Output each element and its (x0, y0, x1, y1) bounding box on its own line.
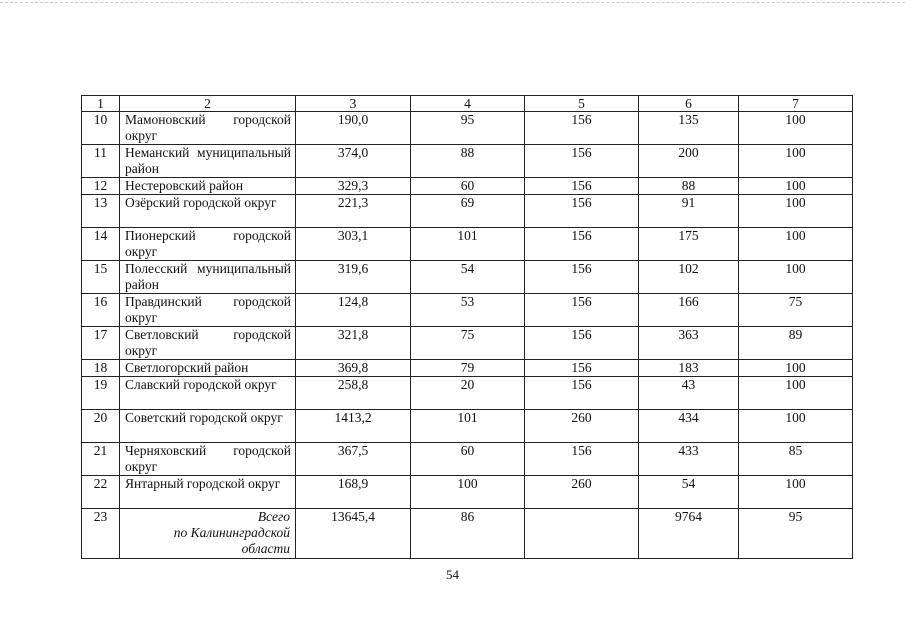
total-label-line: области (241, 541, 290, 556)
cell-col-6: 91 (639, 195, 739, 228)
cell-col-6: 9764 (639, 509, 739, 559)
column-number: 1 (82, 96, 120, 112)
cell-col-6: 102 (639, 261, 739, 294)
cell-col-3: 124,8 (296, 294, 411, 327)
row-number: 21 (82, 443, 120, 476)
cell-col-4: 75 (411, 327, 525, 360)
cell-col-7: 100 (739, 228, 853, 261)
cell-col-3: 13645,4 (296, 509, 411, 559)
total-label-line: по Калининградской (173, 525, 290, 540)
column-number: 6 (639, 96, 739, 112)
cell-col-7: 100 (739, 377, 853, 410)
column-number: 3 (296, 96, 411, 112)
total-row (82, 509, 853, 559)
cell-col-5: 156 (525, 145, 639, 178)
municipality-name: Мамоновский городской округ (120, 112, 296, 145)
cell-col-7: 100 (739, 476, 853, 509)
municipality-name: Советский городской округ (120, 410, 296, 443)
table-row (82, 261, 853, 294)
cell-col-4: 95 (411, 112, 525, 145)
cell-col-6: 434 (639, 410, 739, 443)
cell-col-6: 200 (639, 145, 739, 178)
cell-col-7: 100 (739, 360, 853, 377)
cell-col-7: 95 (739, 509, 853, 559)
cell-col-5: 156 (525, 360, 639, 377)
cell-col-5: 156 (525, 261, 639, 294)
municipality-name: Неманский муниципальный район (120, 145, 296, 178)
cell-col-5: 156 (525, 294, 639, 327)
column-number: 2 (120, 96, 296, 112)
cell-col-6: 433 (639, 443, 739, 476)
municipality-name: Правдинский городской округ (120, 294, 296, 327)
column-number: 7 (739, 96, 853, 112)
cell-col-6: 135 (639, 112, 739, 145)
cell-col-7: 100 (739, 112, 853, 145)
column-number-row (82, 96, 853, 112)
cell-col-3: 374,0 (296, 145, 411, 178)
row-number: 23 (82, 509, 120, 559)
municipality-name: Светлогорский район (120, 360, 296, 377)
cell-col-4: 54 (411, 261, 525, 294)
municipality-name: Славский городской округ (120, 377, 296, 410)
cell-col-7: 75 (739, 294, 853, 327)
cell-col-4: 86 (411, 509, 525, 559)
cell-col-3: 168,9 (296, 476, 411, 509)
cell-col-4: 88 (411, 145, 525, 178)
cell-col-7: 100 (739, 178, 853, 195)
cell-col-5: 260 (525, 476, 639, 509)
total-label-line: Всего (257, 509, 290, 524)
cell-col-4: 101 (411, 228, 525, 261)
row-number: 19 (82, 377, 120, 410)
cell-col-5: 156 (525, 327, 639, 360)
table-row (82, 112, 853, 145)
cell-col-4: 60 (411, 443, 525, 476)
cell-col-7: 100 (739, 195, 853, 228)
row-number: 22 (82, 476, 120, 509)
table-row (82, 410, 853, 443)
column-number: 5 (525, 96, 639, 112)
row-number: 12 (82, 178, 120, 195)
cell-col-7: 85 (739, 443, 853, 476)
cell-col-4: 101 (411, 410, 525, 443)
page-number: 54 (446, 567, 459, 582)
scan-edge-artifact (0, 2, 905, 7)
row-number: 10 (82, 112, 120, 145)
cell-col-7: 100 (739, 261, 853, 294)
cell-col-3: 329,3 (296, 178, 411, 195)
cell-col-6: 43 (639, 377, 739, 410)
cell-col-7: 100 (739, 410, 853, 443)
cell-col-3: 1413,2 (296, 410, 411, 443)
municipality-name: Пионерский городской округ (120, 228, 296, 261)
row-number: 13 (82, 195, 120, 228)
cell-col-3: 321,8 (296, 327, 411, 360)
cell-col-4: 100 (411, 476, 525, 509)
table-row (82, 476, 853, 509)
cell-col-7: 89 (739, 327, 853, 360)
cell-col-4: 20 (411, 377, 525, 410)
table-row (82, 145, 853, 178)
table-row (82, 178, 853, 195)
row-number: 18 (82, 360, 120, 377)
row-number: 16 (82, 294, 120, 327)
cell-col-3: 258,8 (296, 377, 411, 410)
municipality-name: Янтарный городской округ (120, 476, 296, 509)
cell-col-5: 156 (525, 178, 639, 195)
row-number: 20 (82, 410, 120, 443)
cell-col-3: 190,0 (296, 112, 411, 145)
cell-col-3: 221,3 (296, 195, 411, 228)
cell-col-6: 175 (639, 228, 739, 261)
total-label (120, 509, 296, 559)
cell-col-6: 166 (639, 294, 739, 327)
cell-col-3: 367,5 (296, 443, 411, 476)
cell-col-3: 303,1 (296, 228, 411, 261)
municipality-name: Озёрский городской округ (120, 195, 296, 228)
table-row (82, 195, 853, 228)
municipality-name: Светловский городской округ (120, 327, 296, 360)
row-number: 11 (82, 145, 120, 178)
table-row (82, 327, 853, 360)
cell-col-4: 53 (411, 294, 525, 327)
table-row (82, 294, 853, 327)
cell-col-4: 60 (411, 178, 525, 195)
cell-col-4: 69 (411, 195, 525, 228)
cell-col-7: 100 (739, 145, 853, 178)
cell-col-6: 88 (639, 178, 739, 195)
cell-col-5: 156 (525, 112, 639, 145)
cell-col-3: 369,8 (296, 360, 411, 377)
table-row (82, 360, 853, 377)
row-number: 15 (82, 261, 120, 294)
cell-col-6: 363 (639, 327, 739, 360)
table-row (82, 443, 853, 476)
table-row (82, 228, 853, 261)
cell-col-5: 260 (525, 410, 639, 443)
municipality-name: Черняховский городской округ (120, 443, 296, 476)
municipality-name: Нестеровский район (120, 178, 296, 195)
column-number: 4 (411, 96, 525, 112)
data-table (81, 95, 853, 559)
cell-col-5 (525, 509, 639, 559)
municipality-name: Полесский муниципальный район (120, 261, 296, 294)
cell-col-5: 156 (525, 228, 639, 261)
cell-col-3: 319,6 (296, 261, 411, 294)
cell-col-6: 54 (639, 476, 739, 509)
table-row (82, 377, 853, 410)
row-number: 14 (82, 228, 120, 261)
row-number: 17 (82, 327, 120, 360)
cell-col-5: 156 (525, 377, 639, 410)
cell-col-5: 156 (525, 195, 639, 228)
cell-col-6: 183 (639, 360, 739, 377)
cell-col-4: 79 (411, 360, 525, 377)
cell-col-5: 156 (525, 443, 639, 476)
